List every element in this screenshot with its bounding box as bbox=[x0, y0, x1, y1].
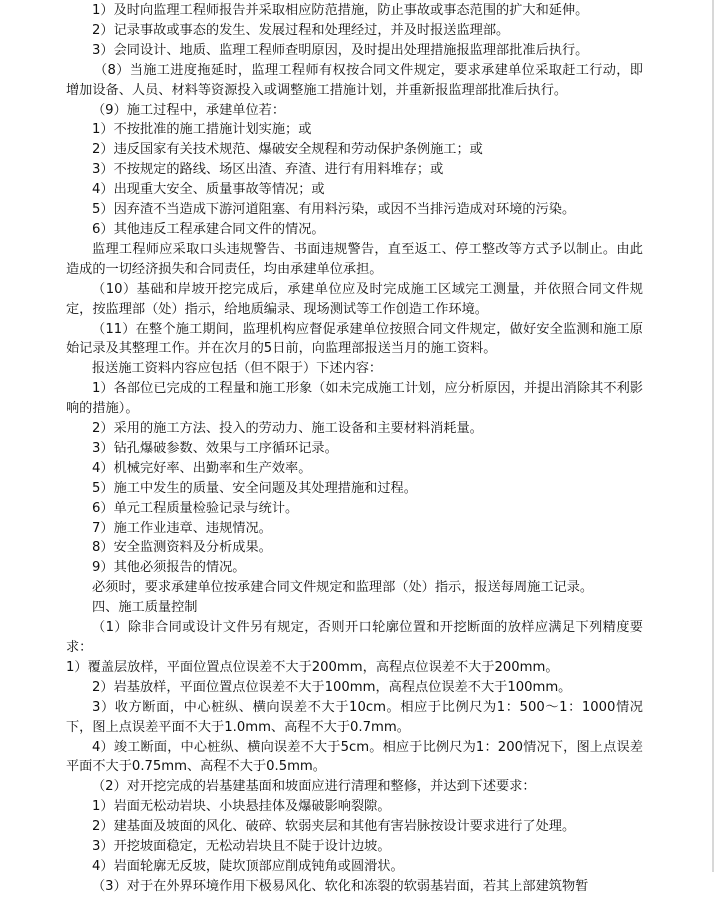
paragraph-line: 2）岩基放样，平面位置点位误差不大于100mm，高程点位误差不大于100mm。 bbox=[92, 679, 572, 695]
paragraph-line: 6）其他违反工程承建合同文件的情况。 bbox=[92, 221, 325, 237]
paragraph-line: 3）开挖坡面稳定，无松动岩块且不陡于设计边坡。 bbox=[92, 839, 391, 855]
paragraph-line: 2）采用的施工方法、投入的劳动力、施工设备和主要材料消耗量。 bbox=[92, 421, 483, 437]
paragraph-line: 4）竣工断面，中心桩纵、横向误差不大于5cm。相应于比例尺为1：200情况下，图上点误差平面不大于0.75mm、高程不大于0.5mm。 bbox=[66, 739, 643, 775]
paragraph-line: 5）因弃渣不当造成下游河道阻塞、有用料污染，或因不当排污造成对环境的污染。 bbox=[92, 202, 576, 218]
paragraph-line: 1）及时向监理工程师报告并采取相应防范措施，防止事故或事态范围的扩大和延伸。 bbox=[92, 3, 589, 18]
paragraph-line: 3）收方断面，中心桩纵、横向误差不大于10cm。相应于比例尺为1：500～1：1000情况下，图上点误差平面不大于1.0mm、高程不大于0.7mm。 bbox=[66, 699, 643, 735]
paragraph-line: 2）记录事故或事态的发生、发展过程和处理经过，并及时报送监理部。 bbox=[92, 22, 510, 38]
paragraph-line: 4）出现重大安全、质量事故等情况；或 bbox=[92, 182, 325, 198]
paragraph-line: 1）岩面无松动岩块、小块悬挂体及爆破影响裂隙。 bbox=[92, 799, 391, 815]
section-heading: 四、施工质量控制 bbox=[92, 600, 198, 616]
paragraph-line: 3）不按规定的路线、场区出渣、弃渣、进行有用料堆存；或 bbox=[92, 162, 444, 178]
paragraph-line: 5）施工中发生的质量、安全问题及其处理措施和过程。 bbox=[92, 480, 417, 496]
paragraph-line: 1）各部位已完成的工程量和施工形象（如未完成施工计划，应分析原因，并提出消除其不利影响的措施）。 bbox=[66, 381, 643, 417]
paragraph-line: 8）安全监测资料及分析成果。 bbox=[92, 540, 272, 556]
paragraph-line: （10）基础和岸坡开挖完成后，承建单位应及时完成施工区域完工测量，并依照合同文件规定，按监理部（处）指示，给地质编录、现场测试等工作创造工作环境。 bbox=[66, 281, 643, 317]
paragraph-line: 1）不按批准的施工措施计划实施；或 bbox=[92, 122, 312, 138]
paragraph-line: 必须时，要求承建单位按承建合同文件规定和监理部（处）指示，报送每周施工记录。 bbox=[92, 580, 594, 596]
paragraph-line: 监理工程师应采取口头违规警告、书面违规警告，直至返工、停工整改等方式予以制止。由此造成的一切经济损失和合同责任，均由承建单位承担。 bbox=[66, 241, 643, 277]
paragraph-line: 2）建基面及坡面的风化、破碎、软弱夹层和其他有害岩脉按设计要求进行了处理。 bbox=[92, 819, 576, 835]
paragraph-line: （2）对开挖完成的岩基建基面和坡面应进行清理和整修，并达到下述要求： bbox=[92, 779, 536, 795]
paragraph-line: 1）覆盖层放样，平面位置点位误差不大于200mm，高程点位误差不大于200mm。 bbox=[66, 659, 559, 675]
paragraph-line: 2）违反国家有关技术规范、爆破安全规程和劳动保护条例施工；或 bbox=[92, 142, 483, 158]
paragraph-line: 9）其他必须报告的情况。 bbox=[92, 560, 246, 576]
paragraph-line: （1）除非合同或设计文件另有规定，否则开口轮廓位置和开挖断面的放样应满足下列精度要求： bbox=[66, 620, 643, 655]
paragraph-line: 报送施工资料内容应包括（但不限于）下述内容： bbox=[92, 361, 383, 377]
paragraph-line: 3）会同设计、地质、监理工程师查明原因，及时提出处理措施报监理部批准后执行。 bbox=[92, 42, 589, 58]
paragraph-line: （11）在整个施工期间，监理机构应督促承建单位按照合同文件规定，做好安全监测和施工原始记录及其整理工作。并在次月的5日前，向监理部报送当月的施工资料。 bbox=[66, 321, 643, 357]
paragraph-line: 7）施工作业违章、违规情况。 bbox=[92, 520, 272, 536]
paragraph-line: 4）岩面轮廓无反坡，陡坎顶部应削成钝角或圆滑状。 bbox=[92, 858, 404, 874]
paragraph-line: （9）施工过程中，承建单位若： bbox=[92, 102, 286, 118]
paragraph-line: （8）当施工进度拖延时，监理工程师有权按合同文件规定，要求承建单位采取赶工行动，即增加设备、人员、材料等资源投入或调整施工措施计划，并重新报监理部批准后执行。 bbox=[66, 62, 643, 98]
paragraph-line: 4）机械完好率、出勤率和生产效率。 bbox=[92, 460, 312, 476]
paragraph-line: （3）对于在外界环境作用下极易风化、软化和冻裂的软弱基岩面，若其上部建筑物暂 bbox=[92, 878, 589, 894]
paragraph-line: 3）钻孔爆破参数、效果与工序循环记录。 bbox=[92, 440, 338, 456]
paragraph-line: 6）单元工程质量检验记录与统计。 bbox=[92, 500, 299, 516]
